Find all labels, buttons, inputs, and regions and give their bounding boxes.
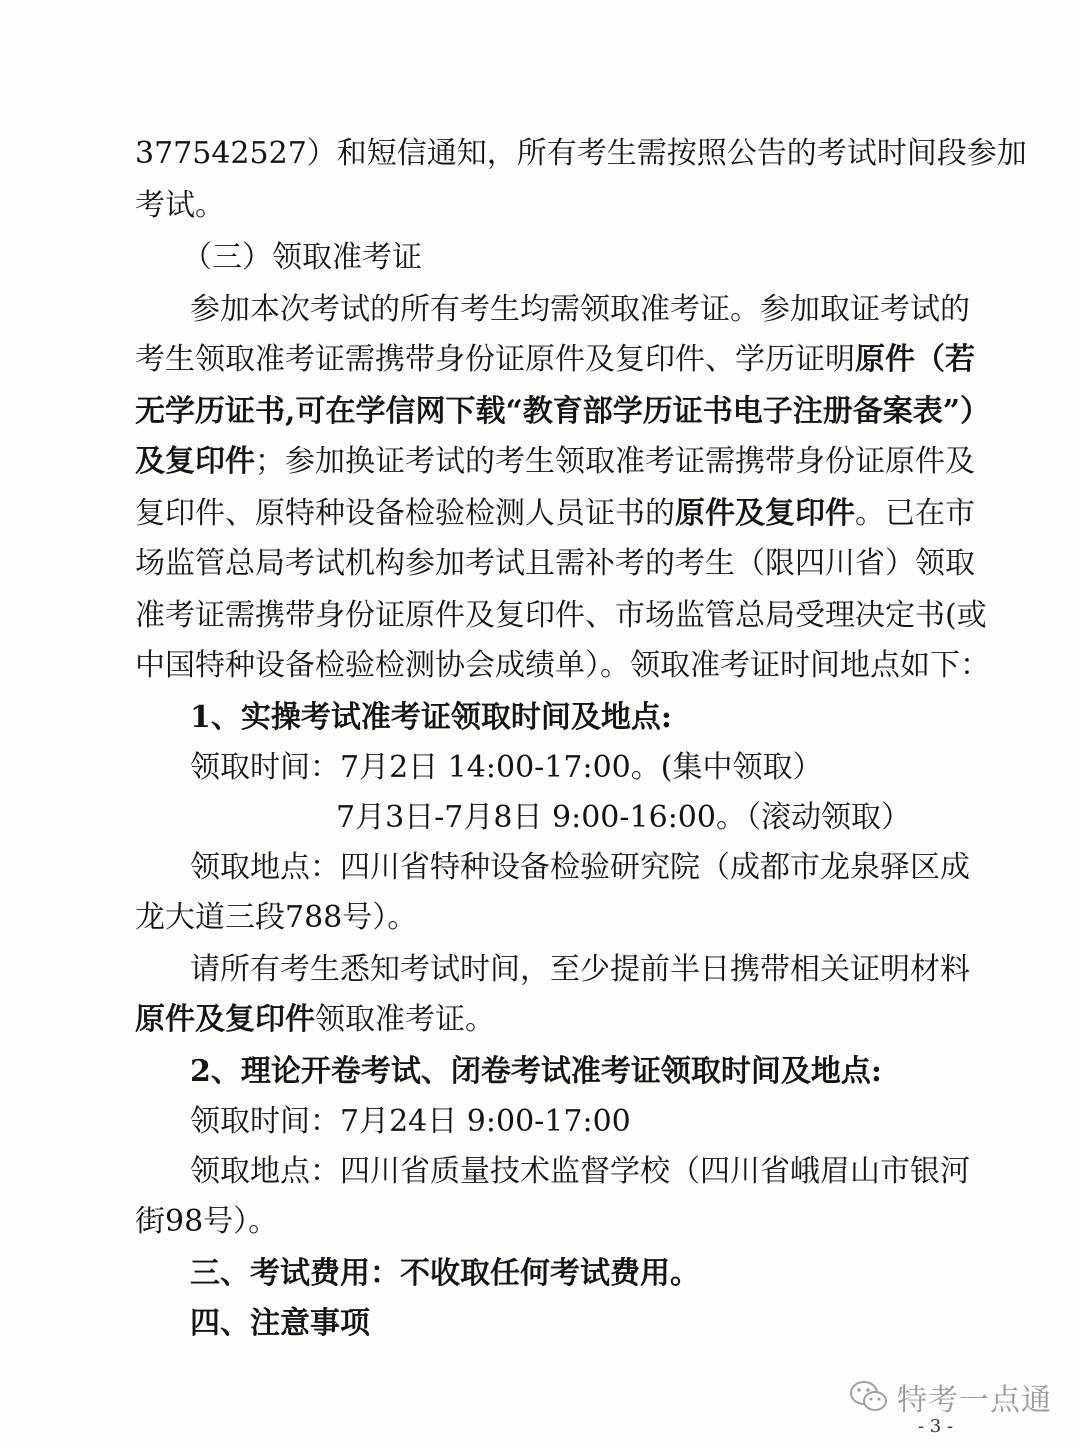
watermark-text: 特考一点通 — [897, 1383, 1052, 1418]
text-span: 领取时间：7月24日 9:00-17:00 — [190, 1104, 631, 1139]
text-span: （三）领取准考证 — [182, 240, 422, 275]
text-line-11 — [135, 644, 990, 688]
text-span: 领取时间：7月2日 14:00-17:00。(集中领取） — [190, 750, 823, 785]
text-span: ；参加换证考试的考生领取准考证需携带身份证原件及 — [255, 444, 975, 479]
text-span: 7月3日-7月8日 9:00-16:00。（滚动领取） — [336, 800, 911, 835]
bold-span: 无学历证书,可在学信网下载“教育部学历证书电子注册备案表”） — [135, 394, 990, 429]
text-span: 准考证需携带身份证原件及复印件、市场监管总局受理决定书(或 — [135, 598, 987, 633]
text-line-6 — [135, 390, 990, 434]
text-span: 复印件、原特种设备检验检测人员证书的 — [135, 496, 675, 531]
text-span: 领取地点：四川省质量技术监督学校（四川省峨眉山市银河 — [190, 1154, 970, 1189]
bold-span: 四、注意事项 — [190, 1306, 370, 1341]
text-line-17 — [190, 948, 970, 992]
text-line-16 — [135, 896, 945, 940]
subheading-19 — [190, 1050, 945, 1094]
text-line-10 — [135, 594, 987, 638]
text-line-8 — [135, 492, 975, 536]
text-line-21 — [190, 1150, 970, 1194]
text-span: 领取地点：四川省特种设备检验研究院（成都市龙泉驿区成 — [190, 850, 970, 885]
bold-span: 2、理论开卷考试、闭卷考试准考证领取时间及地点: — [190, 1054, 882, 1089]
text-span: 377542527）和短信通知，所有考生需按照公告的考试时间段参加 — [135, 136, 1027, 171]
text-span: 请所有考生悉知考试时间，至少提前半日携带相关证明材料 — [190, 952, 970, 987]
text-line-4 — [190, 288, 970, 332]
text-line-15 — [190, 846, 970, 890]
bold-span: 原件（若 — [855, 342, 975, 377]
text-line-1 — [135, 132, 1027, 176]
text-span: 场监管总局考试机构参加考试且需补考的考生（限四川省）领取 — [135, 546, 975, 581]
page-number: - 3 - — [918, 1416, 954, 1437]
text-line-9 — [135, 542, 975, 586]
bold-span: 1、实操考试准考证领取时间及地点: — [190, 700, 672, 735]
text-span: 龙大道三段788号）。 — [135, 900, 418, 935]
text-line-2 — [135, 184, 945, 228]
section-heading-24 — [190, 1302, 945, 1346]
text-span: 。已在市 — [855, 496, 975, 531]
watermark — [849, 1372, 1052, 1422]
text-span: 街98号）。 — [135, 1204, 279, 1239]
text-span: 考生领取准考证需携带身份证原件及复印件、学历证明 — [135, 342, 855, 377]
section-heading-3 — [182, 236, 937, 280]
text-span: 考试。 — [135, 188, 225, 223]
wechat-icon — [849, 1380, 889, 1414]
bold-span: 原件及复印件 — [675, 496, 855, 531]
bold-span: 及复印件 — [135, 444, 255, 479]
subheading-12 — [190, 696, 945, 740]
text-line-14 — [336, 796, 945, 840]
text-span: 参加本次考试的所有考生均需领取准考证。参加取证考试的 — [190, 292, 970, 327]
text-line-22 — [135, 1200, 945, 1244]
bold-span: 原件及复印件 — [135, 1002, 315, 1037]
text-line-20 — [190, 1100, 945, 1144]
text-span: 领取准考证。 — [315, 1002, 495, 1037]
section-heading-23 — [190, 1252, 945, 1296]
bold-span: 三、考试费用：不收取任何考试费用。 — [190, 1256, 700, 1291]
text-line-13 — [190, 746, 945, 790]
text-span: 中国特种设备检验检测协会成绩单）。领取准考证时间地点如下： — [135, 648, 990, 683]
text-line-18 — [135, 998, 945, 1042]
text-line-5 — [135, 338, 975, 382]
text-line-7 — [135, 440, 975, 484]
